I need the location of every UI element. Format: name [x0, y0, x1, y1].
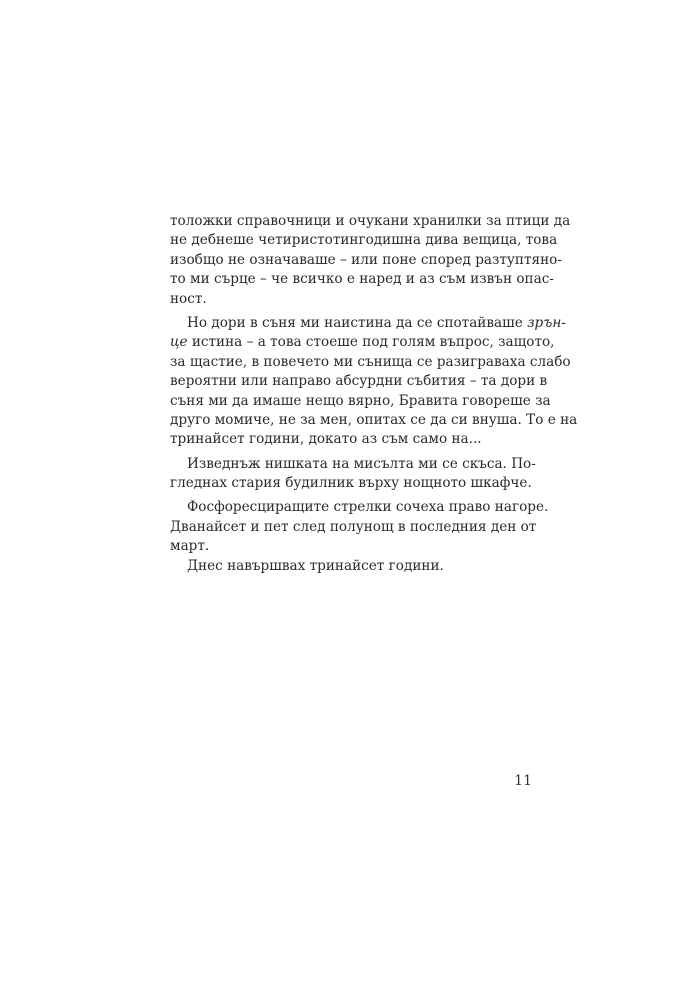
text-line: за щастие, в повечето ми сънища се разиграваха слабо — [170, 353, 571, 370]
text-line: толожки справочници и очукани хранилки за птици да — [170, 213, 571, 229]
text-line: Дванайсет и пет след полунощ в последния ден от — [170, 518, 537, 535]
italic-word: зрън- — [527, 314, 566, 331]
text-line: гледнах стария будилник върху нощното шкафче. — [170, 475, 532, 492]
text-line: Днес навършвах тринайсет години. — [187, 557, 444, 574]
text-line — [170, 314, 566, 333]
text-line — [170, 333, 555, 352]
text-line: март. — [170, 538, 210, 555]
italic-word: це — [170, 334, 188, 351]
text-line: тринайсет години, докато аз съм само на... — [170, 431, 482, 448]
text-line: Изведнъж нишката на мисълта ми се скъса. По- — [187, 455, 536, 472]
paragraph-5 — [170, 557, 532, 576]
text-line: то ми сърце – че всичко е наред и аз съм извън опас- — [170, 271, 554, 288]
text-line: изобщо не означаваше – или поне според разтуптяно- — [170, 251, 562, 268]
page-number: 11 — [514, 773, 532, 789]
text-run: Но дори в съня ми наистина да се спотайваше — [187, 314, 528, 331]
text-line: вероятни или направо абсурдни събития – та дори в — [170, 373, 548, 390]
paragraph-3 — [170, 455, 536, 494]
text-line: съня ми да имаше нещо вярно, Бравита говореше за — [170, 392, 551, 409]
paragraph-4 — [170, 498, 549, 556]
body-text — [170, 212, 578, 576]
text-line: не дебнеше четиристотингодишна дива вещица, това — [170, 232, 558, 249]
text-line: ност. — [170, 290, 207, 307]
text-run: истина – а това стоеше под голям въпрос, защото, — [187, 334, 555, 351]
paragraph-1 — [170, 212, 571, 309]
text-line: Фосфоресциращите стрелки сочеха право нагоре. — [187, 499, 549, 516]
paragraph-2 — [170, 314, 578, 450]
text-line: друго момиче, не за мен, опитах се да си внуша. То е на — [170, 411, 578, 428]
